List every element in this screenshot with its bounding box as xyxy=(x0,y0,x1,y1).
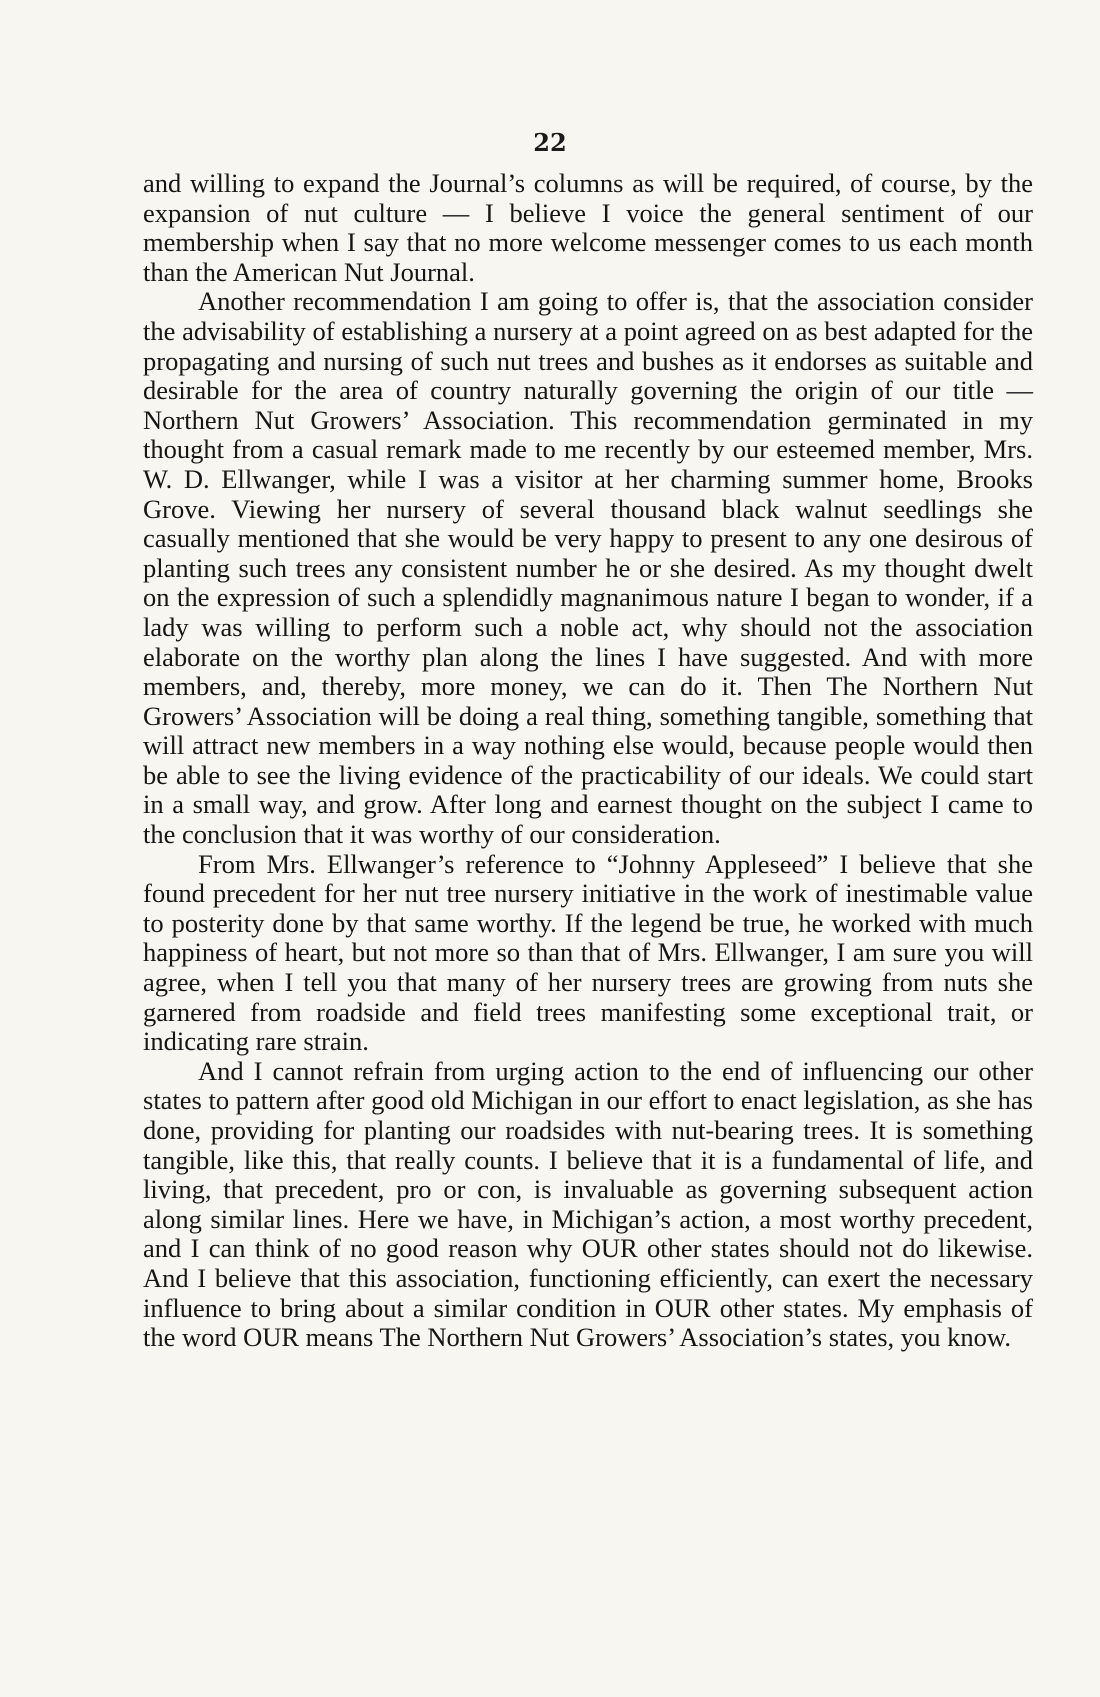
paragraph-4: And I cannot refrain from urging action to the end of influencing our other states to pattern after good old Michigan in our effort to enact legislation, as she has done, providing for planting our roadsides with nut-bearing trees. It is something tangible, like this, that really counts. I believe that it is a fundamental of life, and living, that precedent, pro or con, is invaluable as governing subsequent action along similar lines. Here we have, in Michigan’s action, a most worthy precedent, and I can think of no good reason why OUR other states should not do likewise. And I believe that this association, functioning efficiently, can exert the necessary influence to bring about a similar condition in OUR other states. My emphasis of the word OUR means The Northern Nut Growers’ Association’s states, you know. xyxy=(143,1055,1033,1353)
paragraph-3: From Mrs. Ellwanger’s reference to “Johnny Appleseed” I believe that she found precedent for her nut tree nursery initiative in the work of inestimable value to posterity done by that same worthy. If the legend be true, he worked with much happiness of heart, but not more so than that of Mrs. Ellwanger, I am sure you will agree, when I tell you that many of her nursery trees are growing from nuts she garnered from roadside and field trees manifesting some exceptional trait, or indicating rare strain. xyxy=(143,848,1033,1057)
paragraph-2: Another recommendation I am going to offer is, that the association consider the advisability of establishing a nursery at a point agreed on as best adapted for the propagating and nursing of such nut trees and bushes as it endorses as suitable and desirable for the area of country naturally governing the origin of our title — Northern Nut Growers’ Association. This recommendation germinated in my thought from a casual remark made to me recently by our esteemed member, Mrs. W. D. Ellwanger, while I was a visitor at her charming summer home, Brooks Grove. Viewing her nursery of several thousand black walnut seedlings she casually mentioned that she would be very happy to present to any one desirous of planting such trees any consistent number he or she desired. As my thought dwelt on the expression of such a splendidly magnanimous nature I began to wonder, if a lady was willing to perform such a noble act, why should not the association elaborate on the worthy plan along the lines I have suggested. And with more members, and, thereby, more money, we can do it. Then The Northern Nut Growers’ Association will be doing a real thing, something tangible, something that will attract new members in a way nothing else would, because people would then be able to see the living evidence of the practicability of our ideals. We could start in a small way, and grow. After long and earnest thought on the subject I came to the conclusion that it was worthy of our consideration. xyxy=(143,286,1033,850)
paragraph-1: and willing to expand the Journal’s columns as will be required, of course, by the expansion of nut culture — I believe I voice the general sentiment of our membership when I say that no more welcome messenger comes to us each month than the American Nut Journal. xyxy=(143,168,1033,287)
page-number: 22 xyxy=(533,128,567,157)
body-text xyxy=(143,169,1033,1353)
